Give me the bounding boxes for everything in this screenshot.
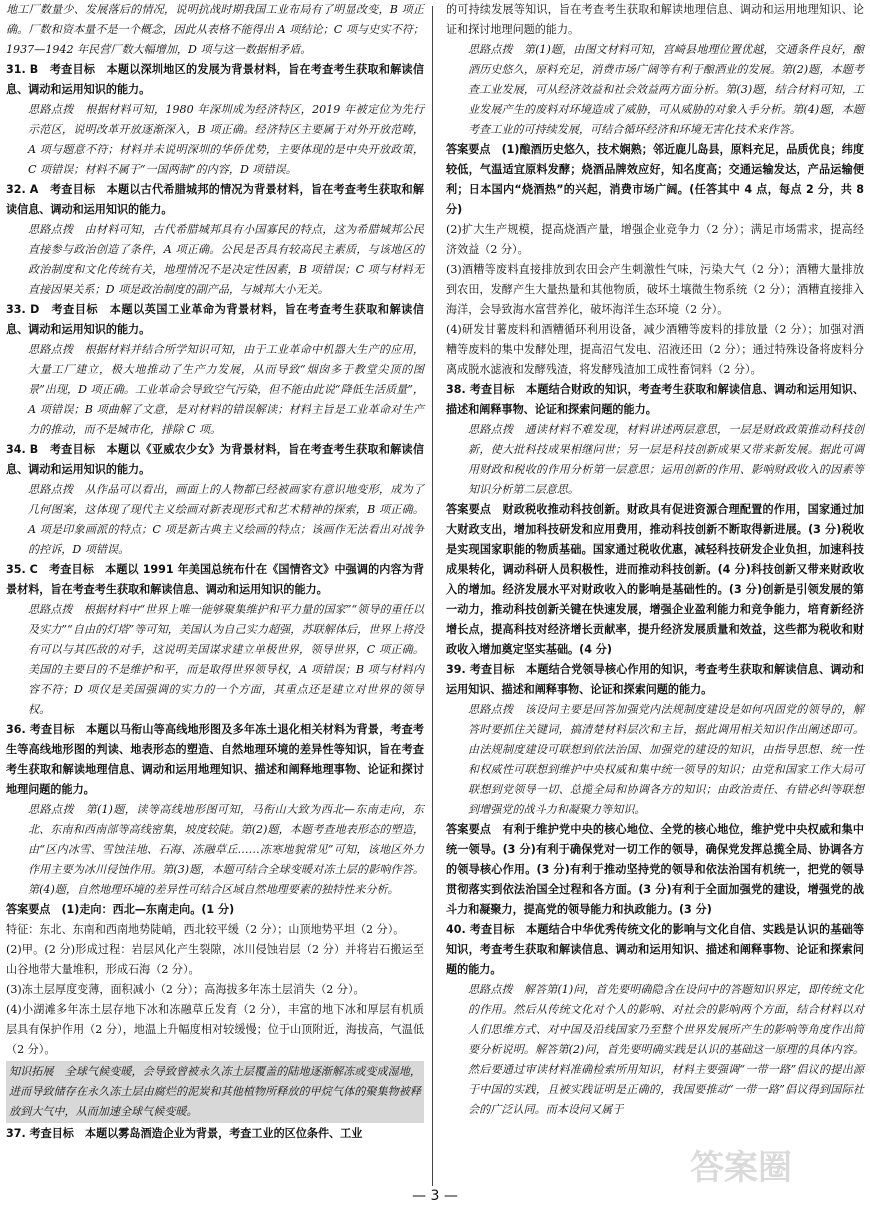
paragraph: 33. D 考查目标 本题以英国工业革命为背景材料，旨在考查考生获取和解读信息、调动和运用知识的能力。	[6, 303, 424, 336]
paragraph: 思路点拨 根据材料中“世界上唯一能够聚集维护和平力量的国家”“领导的重任以及实力”“自由的灯塔”等可知，美国认为自己实力超强，苏联解体后，世界上将没有可以与其匹敌的对手，这说明美国谋求建立单极世界，领导世界，C 项正确。美国的主要目的不是维护和平，而是取得世界领导权，A 项错误；B 项与材料内容不符；D 项仅是美国强调的实力的一个方面，其重点还是建立对世界的领导权。	[28, 603, 424, 716]
paragraph: 思路点拨 根据材料并结合所学知识可知，由于工业革命中机器大生产的应用，大量工厂建立，极大地推动了生产力发展，从而导致“烟囱多于教堂尖顶的图景”出现，D 项正确。工业革命会导致空气污染，但不能由此说“降低生活质量”，A 项错误；B 项曲解了文意，是对材料的错误解读；材料主旨是工业革命对生产力的推动，而不是城市化，排除 C 项。	[28, 343, 424, 436]
paragraph: 答案要点 财政税收推动科技创新。财政具有促进资源合理配置的作用，国家通过加大财政支出，增加科技研发和应用费用，推动科技创新不断取得新进展。(3 分)税收是实现国家职能的物质基础。国家通过税收优惠，减轻科技研发企业负担，加速科技成果转化，调动科研人员积极性，进而推动科技创新。(4 分)科技创新又带来财政收入的增加。经济发展水平对财政收入的影响是基础性的。(3 分)创新是引领发展的第一动力，推动科技创新关键在快速发展，增强企业盈利能力和竞争能力，培育新经济增长点，提高科技对经济增长贡献率，提升经济发展质量和效益，这些都为税收和财政收入增加奠定坚实基础。(4 分)	[446, 503, 864, 656]
paragraph: 思路点拨 通读材料不难发现，材料讲述两层意思，一层是财政政策推动科技创新，使大批科技成果相继问世；另一层是科技创新成果又带来新发展。据此可调用财政和税收的作用分析第一层意思；运用创新的作用、影响财政收入的因素等知识分析第二层意思。	[468, 423, 864, 496]
paragraph: 答案要点 (1)走向：西北—东南走向。(1 分)	[6, 903, 235, 916]
paragraph: 知识拓展 全球气候变暖，会导致曾被永久冻土层覆盖的陆地逐渐解冻或变成湿地，进而导致储存在永久冻土层由腐烂的泥炭和其他植物所释放的甲烷气体的聚集物被释放到大气中，从而加速全球气候变暖。	[6, 1061, 424, 1123]
paragraph: 34. B 考查目标 本题以《亚威农少女》为背景材料，旨在考查考生获取和解读信息、调动和运用知识的能力。	[6, 443, 424, 476]
paragraph: 39. 考查目标 本题结合党领导核心作用的知识，考查考生获取和解读信息、调动和运用知识、描述和阐释事物、论证和探索问题的能力。	[446, 663, 864, 696]
paragraph: 思路点拨 第(1)题，读等高线地形图可知，马衔山大致为西北—东南走向，东北、东南和西南部等高线密集，坡度较陡。第(2)题，本题考查地表形态的塑造，由“区内冰雪、雪蚀洼地、石海、冻融草丘……冻寒地貌常见”可知，该地区外力作用主要为冰川侵蚀作用。第(3)题，本题可结合全球变暖对冻土层的影响作答。第(4)题，自然地理环境的差异性可结合区域自然地理要素的独特性来分析。	[28, 803, 424, 896]
paragraph: 答案要点 (1)酿酒历史悠久，技术娴熟；邻近鹿儿岛县，原料充足，品质优良；纬度较低，气温适宜原料发酵；烧酒品牌效应好，知名度高；交通运输发达，产品运输便利；日本国内“烧酒热”的兴起，消费市场广阔。(任答其中 4 点，每点 2 分，共 8 分)	[446, 143, 864, 216]
column-divider	[432, 6, 433, 1186]
paragraph: 思路点拨 从作品可以看出，画面上的人物都已经被画家有意识地变形，成为了几何图案，这体现了现代主义绘画对新表现形式和艺术精神的探索，B 项正确。A 项是印象画派的特点；C 项是新古典主义绘画的特点；该画作无法看出对战争的控诉，D 项错误。	[28, 483, 424, 556]
paragraph: 思路点拨 第(1)题，由图文材料可知，宫崎县地理位置优越，交通条件良好，酿酒历史悠久，原料充足，消费市场广阔等有利于酿酒业的发展。第(2)题，本题考查工业发展，可从经济效益和社会效益两方面分析。第(3)题，结合材料可知，工业发展产生的废料对环境造成了威胁，可从威胁的对象入手分析。第(4)题，本题考查工业的可持续发展，可结合循环经济和环境无害化技术来作答。	[468, 43, 864, 136]
left-column	[6, 0, 424, 1144]
paragraph: (4)小湖滩多年冻土层存地下冰和冻融草丘发育（2 分），丰富的地下冰和厚层有机质层具有保护作用（2 分），地温上升幅度相对较缓慢；位于山顶附近，海拔高，气温低（2 分）。	[6, 1003, 424, 1056]
paragraph: 思路点拨 由材料可知，古代希腊城邦具有小国寡民的特点，这为希腊城邦公民直接参与政治创造了条件，A 项正确。公民是否具有较高民主素质，与该地区的政治制度和文化传统有关，地理情况不是决定性因素，B 项错误；C 项与材料无直接因果关系；D 项是政治制度的副产品，与城邦大小无关。	[28, 223, 424, 296]
paragraph: 35. C 考查目标 本题以 1991 年美国总统布什在《国情咨文》中强调的内容为背景材料，旨在考查考生获取和解读信息、调动和运用知识的能力。	[6, 563, 424, 596]
paragraph: 思路点拨 该设问主要是回答加强党内法规制度建设是如何巩固党的领导的，解答时要抓住关键词，搞清楚材料层次和主旨，据此调用相关知识作出阐述即可。由法规制度建设可联想到依法治国、加强党的建设的知识，由指导思想、统一性和权威性可联想到维护中央权威和集中统一领导的知识；由党和国家工作大局可联想到党领导一切、总揽全局和协调各方的知识；由政治责任、有错必纠等联想到增强党的战斗力和凝聚力等知识。	[468, 703, 864, 816]
paragraph: 特征：东北、东南和西南地势陡峭，西北较平缓（2 分）；山顶地势平坦（2 分）。	[6, 923, 405, 936]
paragraph: 的可持续发展等知识，旨在考查考生获取和解读地理信息、调动和运用地理知识、论证和探讨地理问题的能力。	[446, 3, 864, 36]
right-column	[446, 0, 864, 1120]
paragraph: 思路点拨 根据材料可知，1980 年深圳成为经济特区，2019 年被定位为先行示范区，说明改革开放逐渐深入，B 项正确。经济特区主要属于对外开放范畴，A 项与题意不符；材料并未说明深圳的华侨优势，主要体现的是中央开放政策，C 项错误；材料不属于“一国两制”的内容，D 项错误。	[28, 103, 424, 176]
paragraph: 38. 考查目标 本题结合财政的知识，考查考生获取和解读信息、调动和运用知识、描述和阐释事物、论证和探索问题的能力。	[446, 383, 864, 416]
paragraph: 地工厂数量少、发展落后的情况，说明抗战时期我国工业布局有了明显改变，B 项正确。厂数和资本量不是一个概念，因此从表格不能得出 A 项结论；C 项与史实不符；1937—1942 年民营厂数大幅增加，D 项与这一数据相矛盾。	[6, 3, 424, 56]
watermark-text: 答案圈	[690, 1148, 792, 1188]
paragraph: (3)冻土层厚度变薄，面积减小（2 分）；高海拔多年冻土层消失（2 分）。	[6, 983, 365, 996]
paragraph: 31. B 考查目标 本题以深圳地区的发展为背景材料，旨在考查考生获取和解读信息、调动和运用知识的能力。	[6, 63, 424, 96]
page-number: 3	[430, 1188, 440, 1204]
page-footer: — 3 —	[412, 1188, 458, 1204]
paragraph: (2)扩大生产规模，提高烧酒产量，增强企业竞争力（2 分）；满足市场需求，提高经济效益（2 分）。	[446, 223, 864, 256]
paragraph: (2)甲。(2 分)形成过程：岩层风化产生裂隙，冰川侵蚀岩层（2 分）并将岩石搬运至山谷地带大量堆积，形成石海（2 分）。	[6, 943, 424, 976]
paragraph: 32. A 考查目标 本题以古代希腊城邦的情况为背景材料，旨在考查考生获取和解读信息、调动和运用知识的能力。	[6, 183, 424, 216]
paragraph: 36. 考查目标 本题以马衔山等高线地形图及多年冻土退化相关材料为背景，考查考生等高线地形图的判读、地表形态的塑造、自然地理环境的差异性等知识，旨在考查考生获取和解读地理信息、调动和运用地理知识、描述和阐释地理事物、论证和探讨地理问题的能力。	[6, 723, 424, 796]
paragraph: 思路点拨 解答第(1)问，首先要明确隐含在设问中的答题知识界定，即传统文化的作用。然后从传统文化对个人的影响、对社会的影响两个方面，结合材料以对人们思维方式、对中国及沿线国家乃至整个世界发展所产生的影响等角度作出简要分析说明。解答第(2)问，首先要明确实践是认识的基础这一原理的具体内容。然后要通过审读材料准确检索所用知识，材料主要强调“一带一路”倡议的提出源于中国的实践，且被实践证明是正确的，我国要推动“一带一路”倡议得到国际社会的广泛认同。而本设问又属于	[468, 983, 864, 1116]
paragraph: 37. 考查目标 本题以雾岛酒造企业为背景，考查工业的区位条件、工业	[6, 1127, 363, 1140]
paragraph: (3)酒糟等废料直接排放到农田会产生刺激性气味，污染大气（2 分）；酒糟大量排放到农田，发酵产生大量热量和其他物质，破坏土壤微生物系统（2 分）；酒糟直接排入海洋，会导致海水富营养化，破坏海洋生态环境（2 分）。	[446, 263, 864, 316]
paragraph: (4)研发甘薯废料和酒糟循环利用设备，减少酒糟等废料的排放量（2 分）；加强对酒糟等废料的集中发酵处理，提高沼气发电、沼液还田（2 分）；通过特殊设备将废料分离成脱水滤液和发酵残渣，将发酵残渣加工成牲畜饲料（2 分）。	[446, 323, 864, 376]
paragraph: 答案要点 有利于维护党中央的核心地位、全党的核心地位，维护党中央权威和集中统一领导。(3 分)有利于确保党对一切工作的领导，确保党发挥总揽全局、协调各方的领导核心作用。(3 分)有利于推动坚持党的领导和依法治国有机统一，把党的领导贯彻落实到依法治国全过程和各方面。(3 分)有利于全面加强党的建设，增强党的战斗力和凝聚力，提高党的领导能力和执政能力。(3 分)	[446, 823, 864, 916]
paragraph: 40. 考查目标 本题结合中华优秀传统文化的影响与文化自信、实践是认识的基础等知识，考查考生获取和解读信息、调动和运用知识、描述和阐释事物、论证和探索问题的能力。	[446, 923, 864, 976]
